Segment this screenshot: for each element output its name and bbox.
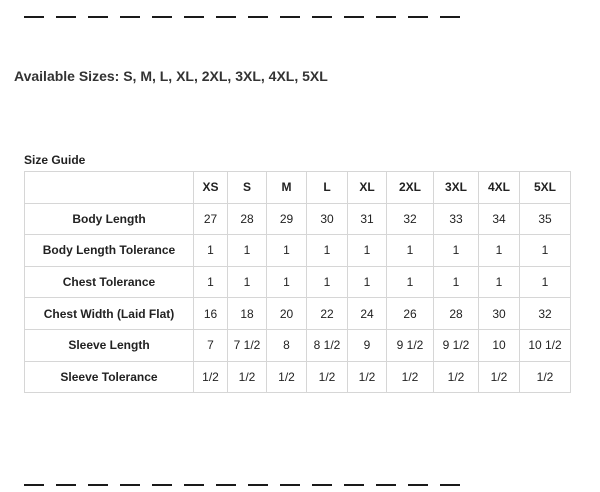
table-cell: 9 1/2 bbox=[434, 329, 479, 361]
table-cell: 1 bbox=[387, 235, 434, 267]
row-label: Chest Tolerance bbox=[25, 266, 194, 298]
table-cell: 28 bbox=[228, 203, 267, 235]
table-cell: 1 bbox=[228, 235, 267, 267]
table-cell: 8 1/2 bbox=[307, 329, 348, 361]
table-cell: 1/2 bbox=[307, 361, 348, 393]
table-cell: 29 bbox=[267, 203, 307, 235]
table-cell: 1 bbox=[479, 235, 520, 267]
table-cell: 9 bbox=[348, 329, 387, 361]
row-label: Chest Width (Laid Flat) bbox=[25, 298, 194, 330]
table-row bbox=[25, 329, 571, 361]
table-cell: 1 bbox=[194, 235, 228, 267]
table-cell: 1 bbox=[434, 235, 479, 267]
size-guide-table bbox=[24, 171, 571, 393]
table-cell: 30 bbox=[307, 203, 348, 235]
bottom-dashed-separator bbox=[24, 484, 460, 486]
table-cell: 1 bbox=[228, 266, 267, 298]
top-dashed-separator bbox=[24, 16, 460, 18]
table-cell: 1 bbox=[307, 266, 348, 298]
column-header: 5XL bbox=[520, 172, 571, 204]
table-cell: 28 bbox=[434, 298, 479, 330]
table-cell: 33 bbox=[434, 203, 479, 235]
table-header-row bbox=[25, 172, 571, 204]
column-header: 2XL bbox=[387, 172, 434, 204]
table-cell: 1/2 bbox=[267, 361, 307, 393]
table-cell: 1 bbox=[348, 235, 387, 267]
table-cell: 20 bbox=[267, 298, 307, 330]
table-cell: 1 bbox=[194, 266, 228, 298]
table-row bbox=[25, 298, 571, 330]
table-cell: 1/2 bbox=[387, 361, 434, 393]
column-header: L bbox=[307, 172, 348, 204]
table-cell: 1 bbox=[348, 266, 387, 298]
table-cell: 27 bbox=[194, 203, 228, 235]
row-label: Body Length Tolerance bbox=[25, 235, 194, 267]
column-header: XS bbox=[194, 172, 228, 204]
table-cell: 32 bbox=[520, 298, 571, 330]
table-cell: 10 bbox=[479, 329, 520, 361]
table-cell: 32 bbox=[387, 203, 434, 235]
table-cell: 18 bbox=[228, 298, 267, 330]
table-cell: 1 bbox=[387, 266, 434, 298]
table-cell: 1 bbox=[267, 266, 307, 298]
table-cell: 35 bbox=[520, 203, 571, 235]
column-header: S bbox=[228, 172, 267, 204]
table-row bbox=[25, 235, 571, 267]
table-cell: 1/2 bbox=[348, 361, 387, 393]
table-cell: 1/2 bbox=[520, 361, 571, 393]
table-cell: 26 bbox=[387, 298, 434, 330]
table-cell: 1/2 bbox=[228, 361, 267, 393]
table-cell: 22 bbox=[307, 298, 348, 330]
column-header: XL bbox=[348, 172, 387, 204]
column-header: M bbox=[267, 172, 307, 204]
table-cell: 31 bbox=[348, 203, 387, 235]
table-cell: 30 bbox=[479, 298, 520, 330]
table-cell: 7 1/2 bbox=[228, 329, 267, 361]
table-row bbox=[25, 203, 571, 235]
table-cell: 1/2 bbox=[434, 361, 479, 393]
table-cell: 1/2 bbox=[479, 361, 520, 393]
table-cell: 1 bbox=[307, 235, 348, 267]
table-cell: 1 bbox=[520, 266, 571, 298]
row-label: Body Length bbox=[25, 203, 194, 235]
row-label: Sleeve Tolerance bbox=[25, 361, 194, 393]
table-row bbox=[25, 361, 571, 393]
column-header: 3XL bbox=[434, 172, 479, 204]
table-cell: 1 bbox=[434, 266, 479, 298]
table-cell: 9 1/2 bbox=[387, 329, 434, 361]
table-cell: 1 bbox=[520, 235, 571, 267]
table-cell: 10 1/2 bbox=[520, 329, 571, 361]
header-corner-cell bbox=[25, 172, 194, 204]
table-cell: 8 bbox=[267, 329, 307, 361]
available-sizes-text: Available Sizes: S, M, L, XL, 2XL, 3XL, 4XL, 5XL bbox=[14, 68, 328, 84]
table-cell: 24 bbox=[348, 298, 387, 330]
table-cell: 34 bbox=[479, 203, 520, 235]
table-cell: 1/2 bbox=[194, 361, 228, 393]
table-cell: 16 bbox=[194, 298, 228, 330]
table-cell: 1 bbox=[267, 235, 307, 267]
row-label: Sleeve Length bbox=[25, 329, 194, 361]
table-cell: 1 bbox=[479, 266, 520, 298]
column-header: 4XL bbox=[479, 172, 520, 204]
size-guide-title: Size Guide bbox=[24, 153, 86, 167]
table-row bbox=[25, 266, 571, 298]
table-cell: 7 bbox=[194, 329, 228, 361]
